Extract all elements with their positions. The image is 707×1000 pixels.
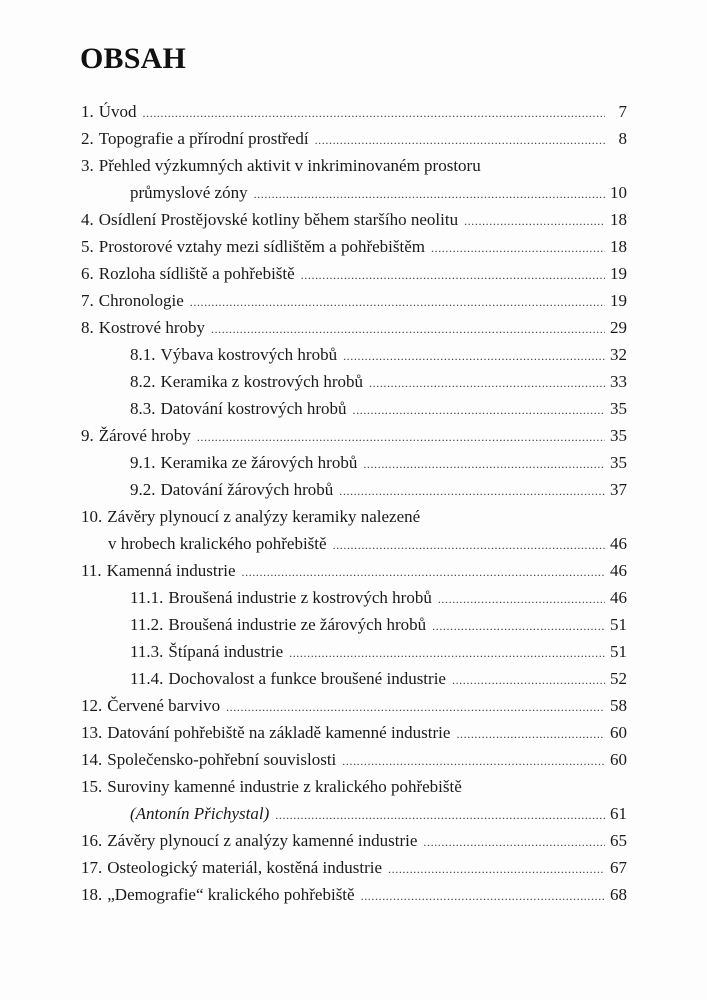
entry-number: 9. [81, 426, 94, 445]
entry-number: 6. [81, 264, 94, 283]
dot-leader [226, 695, 605, 719]
toc-subentry[interactable] [81, 478, 627, 502]
entry-title: „Demografie“ kralického pohřebiště [107, 885, 355, 904]
toc-entry[interactable] [81, 154, 627, 178]
toc-entry[interactable] [81, 289, 627, 313]
entry-page: 61 [610, 804, 627, 823]
dot-leader [431, 236, 605, 260]
toc-entry[interactable] [81, 208, 627, 232]
dot-leader [423, 830, 605, 854]
entry-number: 2. [81, 129, 94, 148]
entry-page: 46 [610, 588, 627, 607]
entry-number: 13. [81, 723, 103, 742]
dot-leader [339, 479, 605, 503]
entry-author: (Antonín Přichystal) [130, 804, 270, 823]
entry-number: 10. [81, 507, 103, 526]
entry-page: 18 [610, 237, 627, 256]
entry-page: 58 [610, 696, 627, 715]
toc-subentry[interactable] [81, 586, 627, 610]
dot-leader [369, 371, 605, 395]
entry-title: Chronologie [98, 291, 184, 310]
page-title: OBSAH [80, 42, 187, 75]
entry-number: 8.3. [130, 399, 156, 418]
entry-page: 52 [610, 669, 627, 688]
dot-leader [452, 668, 605, 692]
entry-title: Přehled výzkumných aktivit v inkriminovaném prostoru [98, 156, 481, 175]
entry-page: 8 [618, 129, 627, 148]
toc-entry[interactable] [81, 856, 627, 880]
dot-leader [301, 263, 605, 287]
toc-subentry[interactable] [81, 451, 627, 475]
entry-title: Závěry plynoucí z analýzy kamenné industrie [107, 831, 418, 850]
dot-leader [464, 209, 605, 233]
entry-number: 11.3. [130, 642, 164, 661]
entry-title: Prostorové vztahy mezi sídlištěm a pohřebištěm [98, 237, 425, 256]
entry-title: Topografie a přírodní prostředí [98, 129, 309, 148]
toc-entry[interactable] [81, 262, 627, 286]
entry-page: 46 [610, 561, 627, 580]
entry-title: Dochovalost a funkce broušené industrie [168, 669, 446, 688]
toc-subentry[interactable] [81, 343, 627, 367]
entry-title: Žárové hroby [98, 426, 191, 445]
entry-number: 12. [81, 696, 103, 715]
entry-title: Keramika z kostrových hrobů [160, 372, 364, 391]
entry-page: 65 [610, 831, 627, 850]
entry-title: Datování pohřebiště na základě kamenné industrie [107, 723, 451, 742]
entry-title: Výbava kostrových hrobů [160, 345, 338, 364]
entry-number: 3. [81, 156, 94, 175]
entry-page: 29 [610, 318, 627, 337]
toc-entry[interactable] [81, 829, 627, 853]
entry-title: Rozloha sídliště a pohřebiště [98, 264, 295, 283]
toc-entry-continuation[interactable] [81, 181, 627, 205]
entry-number: 17. [81, 858, 103, 877]
entry-title: Broušená industrie z kostrových hrobů [168, 588, 432, 607]
toc-entry[interactable] [81, 424, 627, 448]
entry-number: 7. [81, 291, 94, 310]
toc-entry[interactable] [81, 694, 627, 718]
entry-title: Závěry plynoucí z analýzy keramiky nalezené [107, 507, 421, 526]
dot-leader [343, 344, 605, 368]
entry-title: Červené barvivo [107, 696, 221, 715]
toc-entry[interactable] [81, 775, 627, 799]
entry-title: Štípaná industrie [168, 642, 284, 661]
dot-leader [143, 101, 605, 125]
entry-page: 19 [610, 291, 627, 310]
entry-number: 11.1. [130, 588, 164, 607]
entry-number: 15. [81, 777, 103, 796]
entry-number: 9.2. [130, 480, 156, 499]
dot-leader [456, 722, 605, 746]
toc-entry-continuation[interactable] [81, 532, 627, 556]
entry-title: Broušená industrie ze žárových hrobů [168, 615, 427, 634]
entry-number: 9.1. [130, 453, 156, 472]
toc-subentry[interactable] [81, 370, 627, 394]
dot-leader [211, 317, 605, 341]
entry-page: 51 [610, 615, 627, 634]
entry-page: 51 [610, 642, 627, 661]
entry-page: 33 [610, 372, 627, 391]
entry-title-continuation: průmyslové zóny [130, 183, 248, 202]
dot-leader [363, 452, 605, 476]
entry-page: 35 [610, 399, 627, 418]
entry-number: 5. [81, 237, 94, 256]
dot-leader [353, 398, 605, 422]
entry-page: 19 [610, 264, 627, 283]
dot-leader [289, 641, 605, 665]
entry-page: 35 [610, 426, 627, 445]
dot-leader [242, 560, 605, 584]
toc-entry[interactable] [81, 505, 627, 529]
entry-number: 8.1. [130, 345, 156, 364]
dot-leader [438, 587, 605, 611]
dot-leader [333, 533, 605, 557]
toc-entry[interactable] [81, 100, 627, 124]
toc-entry-continuation[interactable] [81, 802, 627, 826]
entry-title-continuation: v hrobech kralického pohřebiště [108, 534, 327, 553]
entry-number: 11.4. [130, 669, 164, 688]
entry-title: Kostrové hroby [98, 318, 205, 337]
toc-entry[interactable] [81, 235, 627, 259]
toc-subentry[interactable] [81, 667, 627, 691]
entry-page: 18 [610, 210, 627, 229]
toc-entry[interactable] [81, 748, 627, 772]
entry-title: Suroviny kamenné industrie z kralického pohřebiště [107, 777, 462, 796]
entry-page: 7 [618, 102, 627, 121]
entry-title: Keramika ze žárových hrobů [160, 453, 358, 472]
entry-page: 35 [610, 453, 627, 472]
toc-subentry[interactable] [81, 640, 627, 664]
toc-entry[interactable] [81, 721, 627, 745]
entry-page: 60 [610, 723, 627, 742]
entry-number: 11. [81, 561, 102, 580]
dot-leader [190, 290, 605, 314]
entry-title: Datování kostrových hrobů [160, 399, 347, 418]
dot-leader [197, 425, 605, 449]
entry-number: 1. [81, 102, 94, 121]
toc-entry[interactable] [81, 559, 627, 583]
entry-title: Úvod [98, 102, 137, 121]
dot-leader [315, 128, 605, 152]
entry-page: 67 [610, 858, 627, 877]
entry-number: 14. [81, 750, 103, 769]
entry-page: 60 [610, 750, 627, 769]
entry-page: 32 [610, 345, 627, 364]
dot-leader [388, 857, 605, 881]
toc-entry[interactable] [81, 127, 627, 151]
entry-title: Společensko-pohřební souvislosti [107, 750, 337, 769]
entry-page: 68 [610, 885, 627, 904]
entry-number: 11.2. [130, 615, 164, 634]
entry-page: 46 [610, 534, 627, 553]
entry-number: 4. [81, 210, 94, 229]
entry-page: 10 [610, 183, 627, 202]
entry-title: Osídlení Prostějovské kotliny během staršího neolitu [98, 210, 459, 229]
toc-subentry[interactable] [81, 613, 627, 637]
dot-leader [432, 614, 605, 638]
entry-number: 18. [81, 885, 103, 904]
toc-entry[interactable] [81, 316, 627, 340]
entry-number: 16. [81, 831, 103, 850]
dot-leader [361, 884, 605, 908]
entry-title: Kamenná industrie [106, 561, 236, 580]
dot-leader [254, 182, 605, 206]
dot-leader [342, 749, 605, 773]
entry-number: 8. [81, 318, 94, 337]
toc-entry[interactable] [81, 883, 627, 907]
toc-subentry[interactable] [81, 397, 627, 421]
entry-number: 8.2. [130, 372, 156, 391]
entry-title: Datování žárových hrobů [160, 480, 334, 499]
dot-leader [275, 803, 605, 827]
entry-title: Osteologický materiál, kostěná industrie [107, 858, 383, 877]
entry-page: 37 [610, 480, 627, 499]
